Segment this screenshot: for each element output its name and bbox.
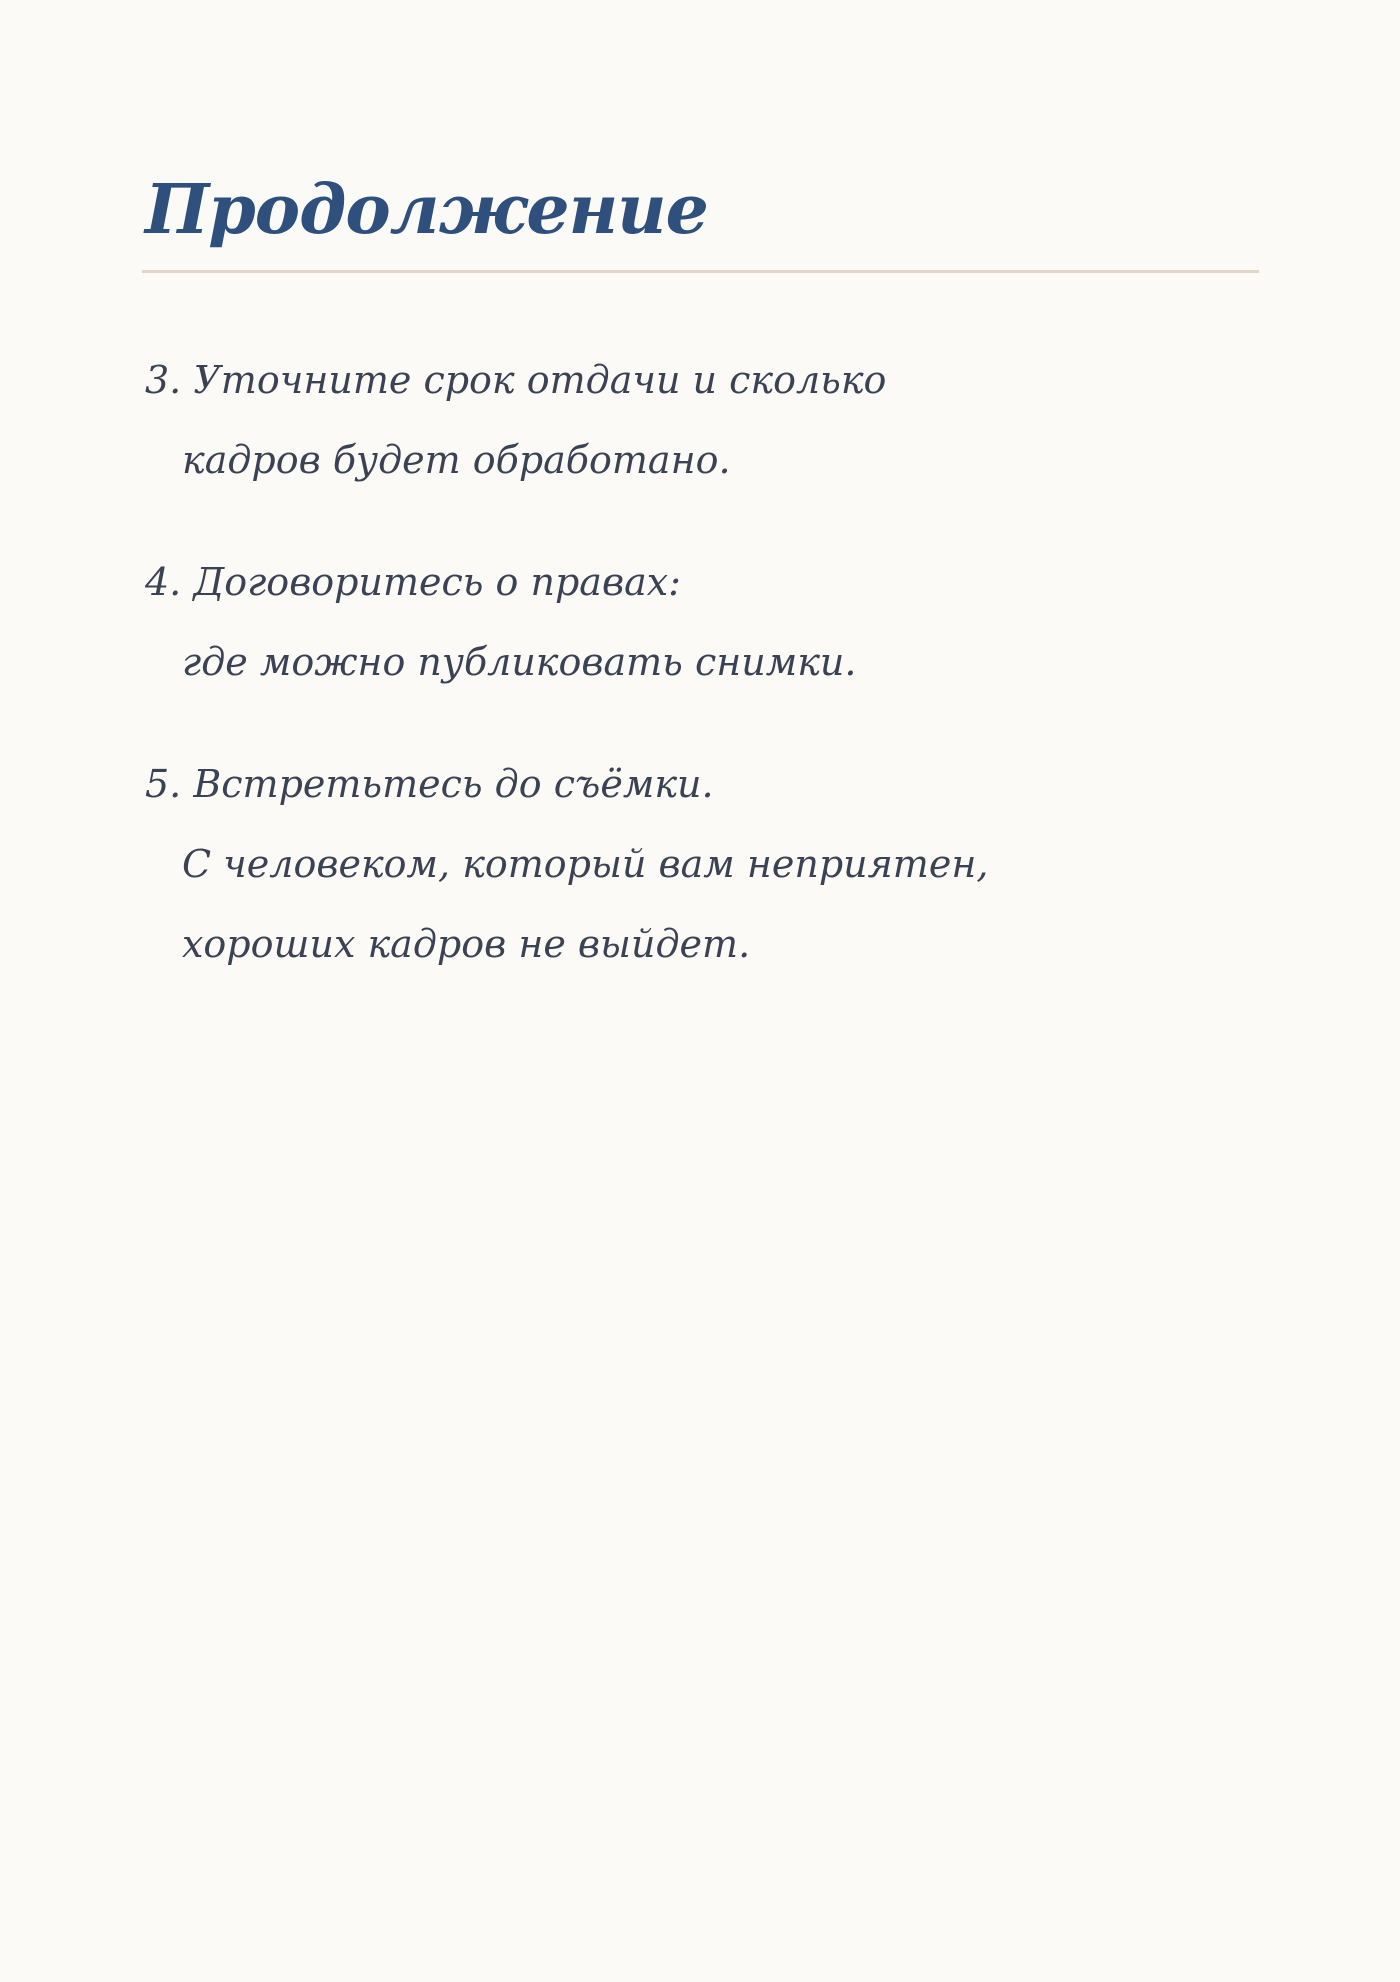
step-4-line-2: где можно публиковать снимки. — [182, 640, 857, 684]
step-5-line-1: 5. Встретьтесь до съёмки. — [145, 762, 714, 806]
step-3-line-1: 3. Уточните срок отдачи и сколько — [145, 358, 887, 402]
steps-list — [145, 340, 1245, 1026]
list-item-step-4 — [145, 542, 1245, 702]
page-title: Продолжение — [145, 170, 708, 250]
step-5-line-3: хороших кадров не выйдет. — [182, 922, 751, 966]
step-3-line-2: кадров будет обработано. — [182, 438, 731, 482]
step-4-line-1: 4. Договоритесь о правах: — [145, 560, 681, 604]
title-divider — [142, 270, 1259, 273]
list-item-step-5 — [145, 744, 1245, 984]
list-item-step-3 — [145, 340, 1245, 500]
step-5-line-2: С человеком, который вам неприятен, — [182, 842, 989, 886]
